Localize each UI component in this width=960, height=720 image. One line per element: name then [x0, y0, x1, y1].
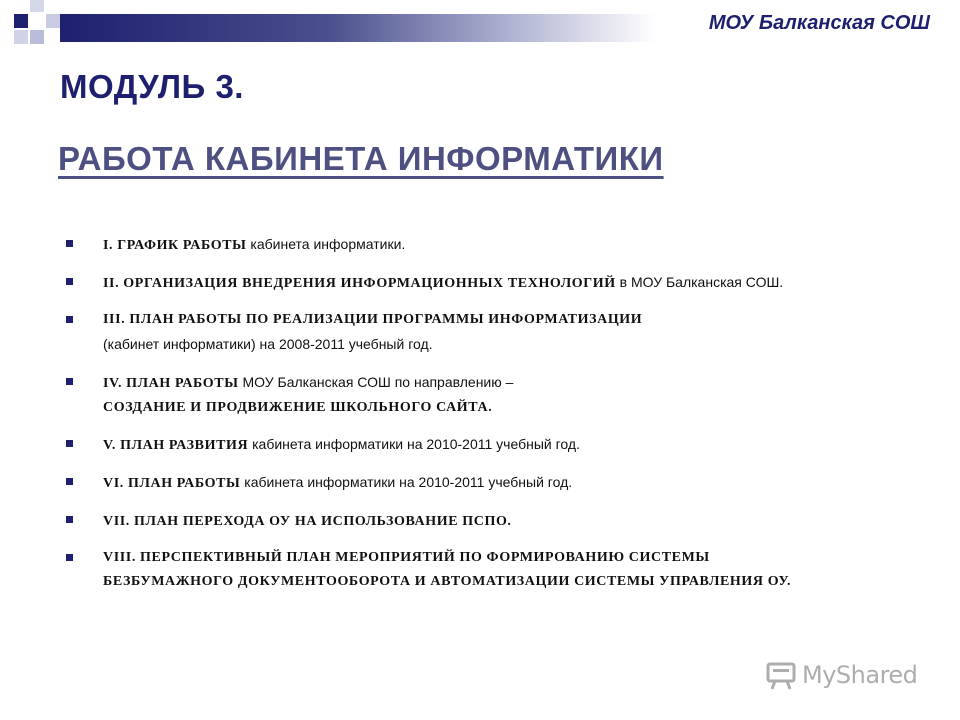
- presentation-board-icon: [766, 660, 796, 690]
- item-text: кабинета информатики на 2010-2011 учебный год.: [248, 436, 580, 452]
- square-bullet-icon: [66, 440, 73, 447]
- decor-square: [14, 14, 28, 28]
- item-text: кабинета информатики.: [246, 236, 406, 252]
- list-item: [66, 308, 946, 356]
- square-bullet-icon: [66, 316, 73, 323]
- org-name: МОУ Балканская СОШ: [708, 12, 930, 34]
- item-text: в МОУ Балканская СОШ.: [615, 274, 784, 290]
- item-text: (кабинет информатики) на 2008-2011 учебный год.: [103, 336, 433, 352]
- decor-square: [46, 14, 60, 28]
- item-subheading: БЕЗБУМАЖНОГО ДОКУМЕНТООБОРОТА И АВТОМАТИЗАЦИИ СИСТЕМЫ УПРАВЛЕНИЯ ОУ.: [103, 574, 792, 589]
- item-text: кабинета информатики на 2010-2011 учебный год.: [240, 474, 573, 490]
- item-heading: V. ПЛАН РАЗВИТИЯ: [103, 438, 249, 453]
- item-heading: IV. ПЛАН РАБОТЫ: [103, 376, 239, 391]
- watermark-text: MyShared: [802, 661, 918, 689]
- item-heading: I. ГРАФИК РАБОТЫ: [103, 238, 247, 253]
- item-heading: VI. ПЛАН РАБОТЫ: [103, 476, 241, 491]
- decor-square: [30, 0, 44, 12]
- list-item: [66, 232, 946, 258]
- watermark-logo: [766, 658, 926, 692]
- decor-square: [30, 30, 44, 44]
- list-item: [66, 508, 946, 534]
- square-bullet-icon: [66, 378, 73, 385]
- section-title: РАБОТА КАБИНЕТА ИНФОРМАТИКИ: [58, 140, 664, 177]
- item-heading: III. ПЛАН РАБОТЫ ПО РЕАЛИЗАЦИИ ПРОГРАММЫ ИНФОРМАТИЗАЦИИ: [103, 312, 643, 327]
- plan-list: [66, 232, 946, 594]
- square-bullet-icon: [66, 278, 73, 285]
- list-item: [66, 470, 946, 496]
- square-bullet-icon: [66, 516, 73, 523]
- item-text: МОУ Балканская СОШ по направлению –: [238, 374, 514, 390]
- item-heading: VIII. ПЕРСПЕКТИВНЫЙ ПЛАН МЕРОПРИЯТИЙ ПО ФОРМИРОВАНИЮ СИСТЕМЫ: [103, 550, 710, 565]
- square-bullet-icon: [66, 554, 73, 561]
- module-title: МОДУЛЬ 3.: [60, 68, 244, 105]
- header-gradient-bar: [60, 14, 656, 42]
- list-item: [66, 546, 946, 594]
- list-item: [66, 370, 946, 420]
- list-item: [66, 432, 946, 458]
- square-bullet-icon: [66, 240, 73, 247]
- list-item: [66, 270, 946, 296]
- square-bullet-icon: [66, 478, 73, 485]
- decor-square: [14, 30, 28, 44]
- item-heading: VII. ПЛАН ПЕРЕХОДА ОУ НА ИСПОЛЬЗОВАНИЕ ПСПО.: [103, 514, 512, 529]
- item-subheading: СОЗДАНИЕ И ПРОДВИЖЕНИЕ ШКОЛЬНОГО САЙТА.: [103, 400, 493, 415]
- item-heading: II. ОРГАНИЗАЦИЯ ВНЕДРЕНИЯ ИНФОРМАЦИОННЫХ ТЕХНОЛОГИЙ: [103, 276, 616, 291]
